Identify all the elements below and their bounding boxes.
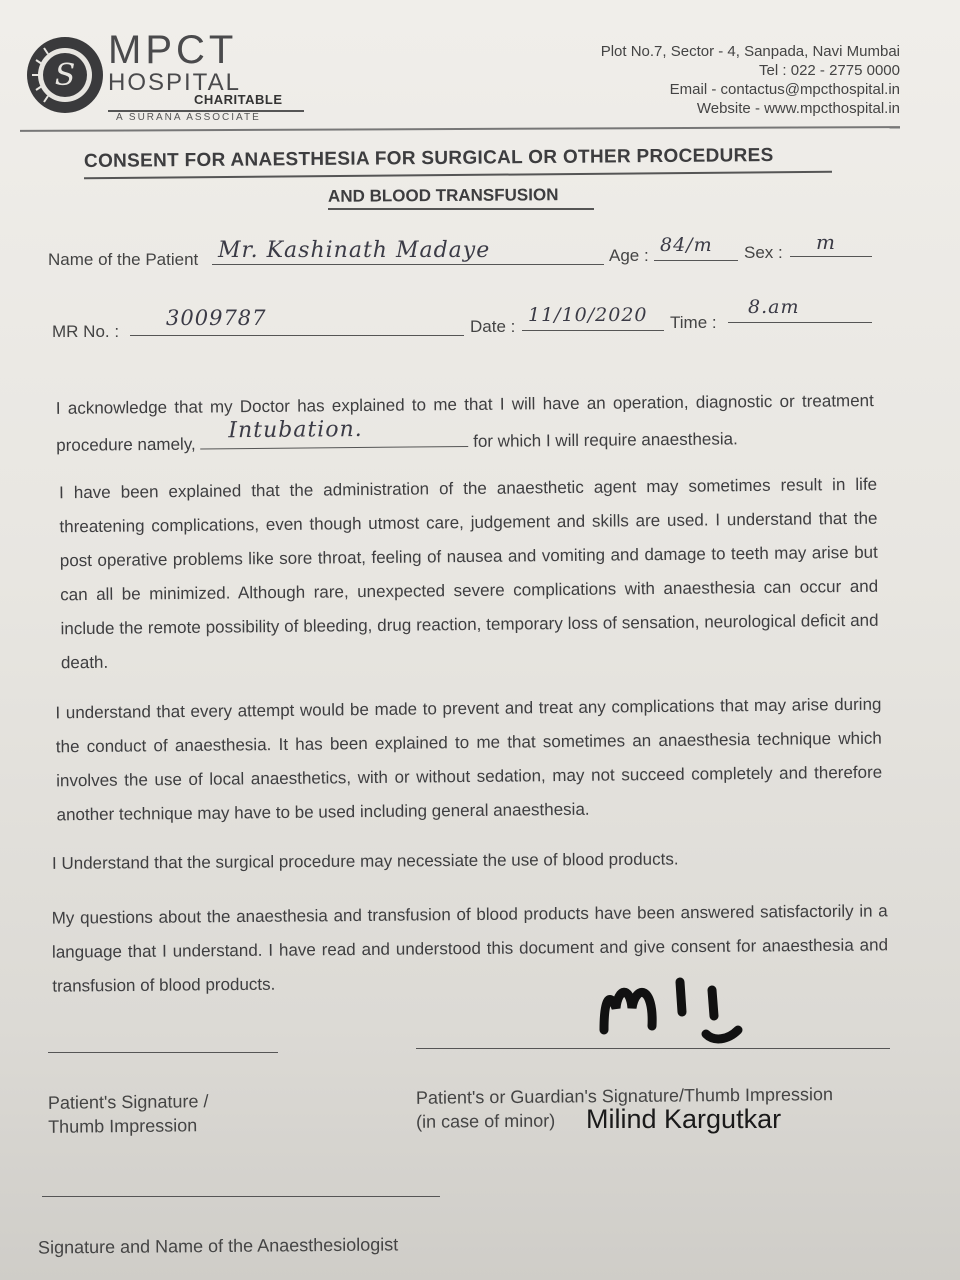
form-subtitle: AND BLOOD TRANSFUSION (327, 185, 559, 206)
anaesthesiologist-signature-label: Signature and Name of the Anaesthesiologist (37, 1234, 399, 1258)
acknowledgement-paragraph (56, 384, 875, 463)
date-value[interactable]: 11/10/2020 (528, 304, 648, 326)
mr-value[interactable]: 3009787 (166, 306, 267, 330)
contact-phone: Tel : 022 - 2775 0000 (759, 62, 900, 79)
sex-value[interactable]: m (816, 230, 836, 254)
patient-signature-label-line2: Thumb Impression (48, 1115, 198, 1137)
patient-name-line (212, 264, 604, 265)
mr-line (130, 335, 464, 336)
date-label: Date : (470, 317, 516, 336)
complications-paragraph: I understand that every attempt would be made to prevent and treat any complications that may arise during the conduct of anaesthesia. It has been explained to me that sometimes an anaesthesia technique which involves the use of local anaesthetics, with or without sedation, may not succeed completely and therefore another technique may have to be used including general anaesthesia. (55, 694, 883, 825)
age-line (654, 260, 738, 261)
hospital-brand (108, 28, 308, 123)
patient-signature-line[interactable] (48, 1052, 278, 1053)
guardian-name: Milind Kargutkar (586, 1104, 782, 1134)
guardian-signature-mark (596, 968, 756, 1058)
procedure-line (200, 416, 468, 450)
hospital-logo-seal (22, 30, 108, 116)
blood-products-paragraph: I Understand that the surgical procedure may necessiate the use of blood products. (51, 849, 679, 873)
risks-paragraph: I have been explained that the administration of the anaesthetic agent may sometimes result in life threatening complications, even though utmost care, judgement and skills are used. I understand that the post operative problems like sore throat, feeling of nausea and vomiting and damage to teeth may arise but can all be minimized. Although rare, unexpected severe complications with anaesthesia can occur and include the remote possibility of bleeding, drug reaction, temporary loss of sensation, neurological deficit and death. (59, 474, 879, 673)
patient-name-label: Name of the Patient (48, 250, 199, 269)
contact-website: Website - www.mpcthospital.in (696, 100, 900, 117)
patient-signature-label (48, 1089, 209, 1139)
contact-address: Plot No.7, Sector - 4, Sanpada, Navi Mumbai (600, 43, 900, 60)
subtitle-underline (328, 208, 594, 210)
hospital-contact-block (601, 42, 900, 118)
header-divider (20, 126, 900, 132)
brand-title: MPCT (108, 28, 238, 72)
sex-line (790, 256, 872, 257)
sex-label: Sex : (744, 243, 783, 262)
date-line (522, 330, 664, 331)
time-label: Time : (670, 313, 717, 332)
guardian-signature-label-line1: Patient's or Guardian's Signature/Thumb Impression (415, 1084, 834, 1108)
procedure-value[interactable]: Intubation. (228, 416, 363, 444)
guardian-signature-label-line2: (in case of minor) (416, 1110, 556, 1132)
age-label: Age : (609, 246, 649, 265)
patient-signature-label-line1: Patient's Signature / (47, 1091, 209, 1113)
brand-association: A SURANA ASSOCIATE (116, 112, 261, 123)
consent-paragraph: My questions about the anaesthesia and transfusion of blood products have been answered satisfactorily in a language that I understand. I have read and understood this document and give consent for anaesthesia and transfusion of blood products. (51, 901, 889, 996)
brand-charitable: CHARITABLE (194, 92, 283, 107)
acknowledgement-text: I acknowledge that my Doctor has explained to me that I will have an operation, diagnostic or treatment procedure namely, (55, 391, 874, 455)
age-value[interactable]: 84/m (660, 234, 713, 256)
anaesthesiologist-signature-line[interactable] (42, 1196, 440, 1197)
brand-hospital: HOSPITAL (108, 69, 241, 96)
time-value[interactable]: 8.am (748, 296, 800, 318)
svg-text:S: S (54, 58, 76, 93)
patient-name-value[interactable]: Mr. Kashinath Madaye (218, 238, 491, 263)
contact-email: Email - contactus@mpcthospital.in (669, 81, 900, 98)
acknowledgement-text-end: for which I will require anaesthesia. (473, 429, 738, 451)
mr-label: MR No. : (52, 322, 120, 341)
form-title: CONSENT FOR ANAESTHESIA FOR SURGICAL OR OTHER PROCEDURES (83, 144, 774, 173)
time-line (728, 322, 872, 323)
